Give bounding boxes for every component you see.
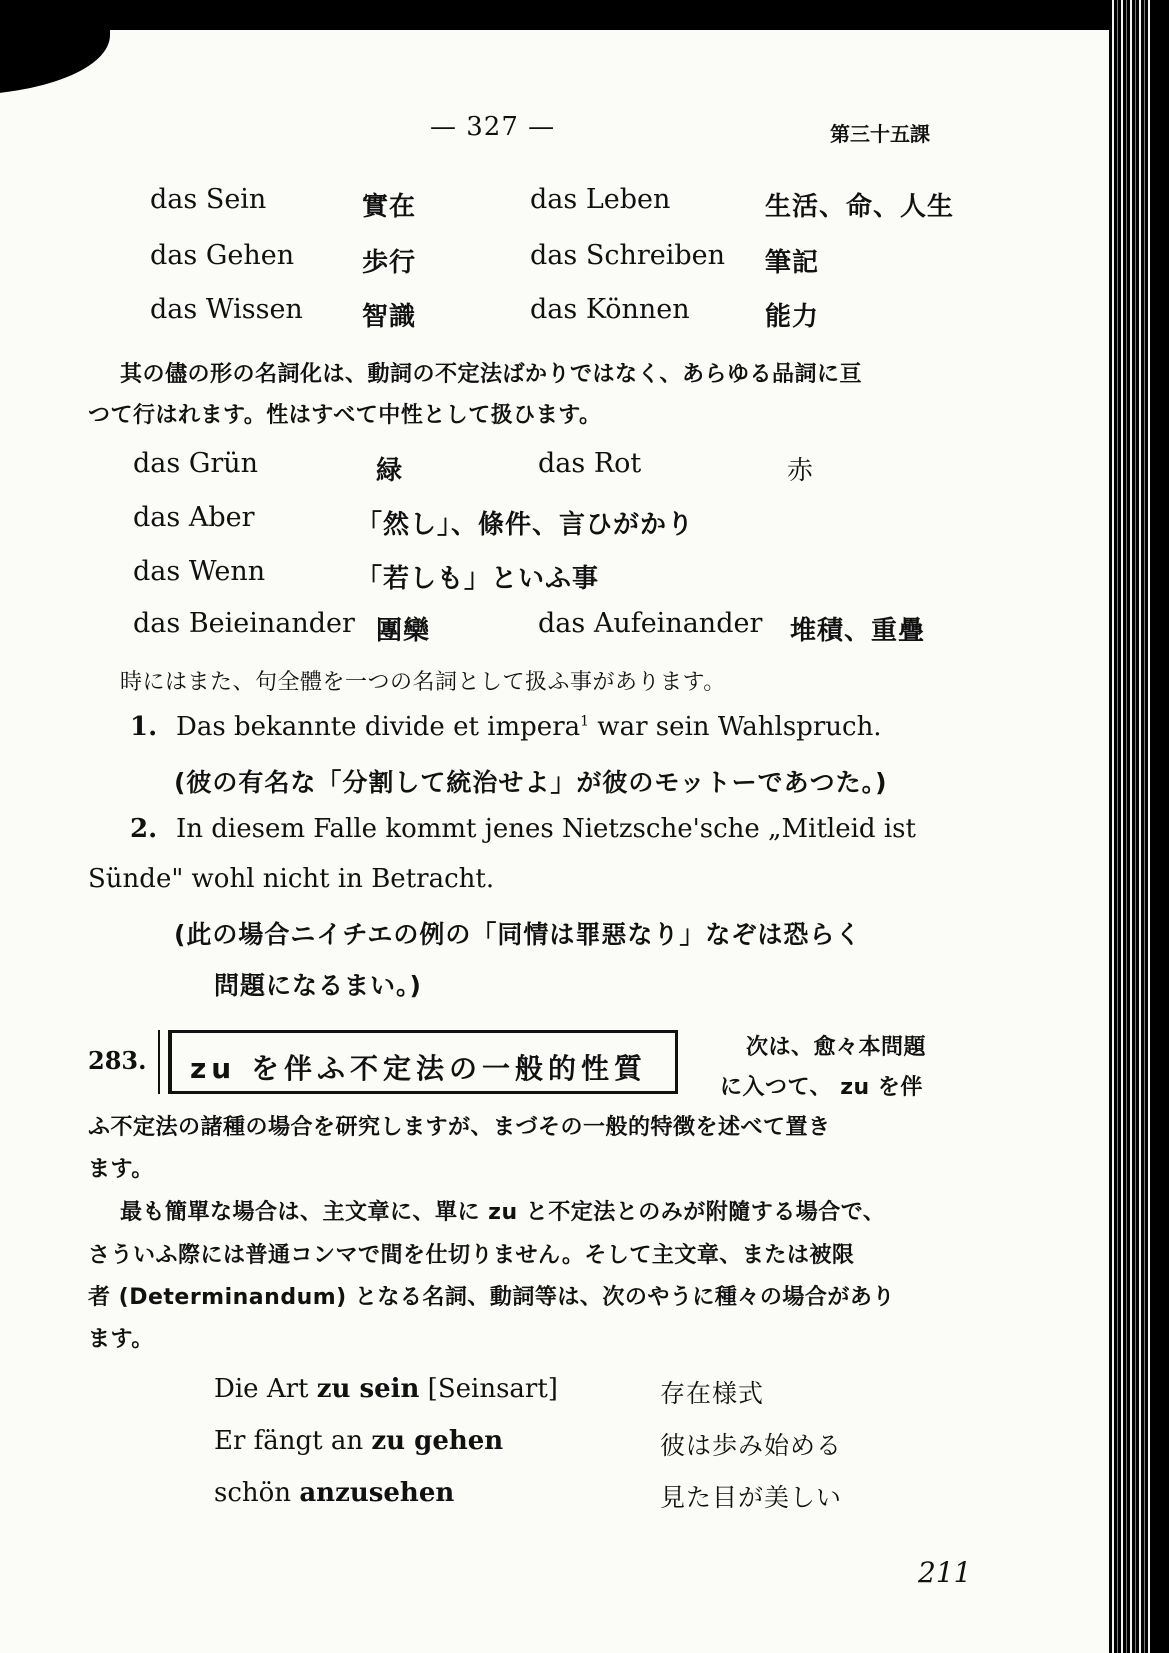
example1-translation: (彼の有名な「分割して統治せよ」が彼のモットーであつた。)	[174, 768, 888, 797]
scan-border-right-edge	[1151, 0, 1169, 1653]
table2-row1-german1: das Grün	[133, 448, 259, 479]
section-line3: ふ不定法の諸種の場合を研究しますが、まづその一般的特徴を述べて置き	[88, 1115, 831, 1140]
table2-row4-japanese2: 堆積、重疊	[790, 616, 926, 646]
table3-row1-german	[214, 1374, 558, 1404]
folio-number: 211	[918, 1556, 972, 1589]
example1-german-pre: Das bekannte divide et impera	[176, 712, 581, 742]
section-side-line1: 次は、愈々本問題	[746, 1035, 927, 1060]
table1-row3-japanese2: 能力	[765, 302, 820, 332]
table2-row1-japanese1: 緑	[376, 456, 404, 486]
table1-row1-japanese2: 生活、命、人生	[765, 192, 955, 222]
table2-row4-japanese1: 團欒	[376, 616, 431, 646]
table1-row1-japanese1: 實在	[362, 192, 417, 222]
table3-row2-german-bold: zu gehen	[371, 1426, 504, 1456]
example2-german-line2: Sünde" wohl nicht in Betracht.	[88, 864, 495, 894]
section-line4: ます。	[88, 1157, 154, 1182]
para3-line3: 者 (Determinandum) となる名詞、動詞等は、次のやうに種々の場合があり	[88, 1285, 895, 1310]
para2: 時にはまた、句全體を一つの名詞として扱ふ事があります。	[120, 670, 726, 695]
section-number: 283.	[88, 1046, 147, 1075]
table3-row1-japanese: 存在様式	[660, 1379, 765, 1408]
table1-row3-german1: das Wissen	[150, 294, 303, 325]
scan-border-corner	[0, 0, 110, 95]
table2-row1-german2: das Rot	[538, 448, 642, 479]
para3-line4: ます。	[88, 1327, 154, 1352]
table1-row2-japanese2: 筆記	[765, 248, 820, 278]
table3-row1-german-pre: Die Art	[214, 1374, 317, 1404]
chapter-title: 第三十五課	[830, 122, 930, 146]
example2-number: 2.	[130, 814, 158, 844]
table2-row4-german1: das Beieinander	[133, 608, 355, 639]
para1-line1: 其の儘の形の名詞化は、動詞の不定法ばかりではなく、あらゆる品詞に亘	[120, 362, 863, 387]
table1-row1-german2: das Leben	[530, 184, 671, 215]
table3-row2-german-pre: Er fängt an	[214, 1426, 372, 1456]
section-side-line2: に入つて、 zu を伴	[720, 1075, 923, 1100]
table2-row4-german2: das Aufeinander	[538, 608, 763, 639]
table1-row2-japanese1: 歩行	[362, 248, 417, 278]
example1-german-post: war sein Wahlspruch.	[589, 712, 882, 742]
table2-row3-japanese: 「若しも」といふ事	[356, 564, 600, 594]
example2-translation-line2: 問題になるまい。)	[214, 971, 422, 1000]
para3-line1: 最も簡單な場合は、主文章に、單に zu と不定法とのみが附隨する場合で、	[120, 1200, 886, 1225]
table3-row3-german-bold: anzusehen	[299, 1478, 455, 1508]
heading-box-outer-rule	[158, 1030, 160, 1094]
section-heading: zu を伴ふ不定法の一般的性質	[190, 1052, 647, 1085]
page-number: — 327 —	[430, 112, 556, 142]
para3-line2: さういふ際には普通コンマで間を仕切りません。そして主文章、または被限	[88, 1243, 855, 1268]
example1-footnote-mark: 1	[580, 713, 590, 730]
table2-row3-german: das Wenn	[133, 556, 266, 587]
table3-row3-german-pre: schön	[214, 1478, 300, 1508]
table3-row1-german-post: [Seinsart]	[419, 1374, 558, 1404]
para1-line2: つて行はれます。性はすべて中性として扱ひます。	[88, 403, 602, 428]
example2-translation-line1: (此の場合ニイチエの例の「同情は罪惡なり」なぞは恐らく	[174, 920, 862, 949]
scan-border-top	[0, 0, 1169, 30]
example1-number: 1.	[130, 712, 158, 742]
table1-row2-german1: das Gehen	[150, 240, 295, 271]
example1-german	[176, 712, 882, 742]
table1-row3-japanese1: 智識	[362, 302, 417, 332]
table2-row2-japanese: 「然し」、條件、言ひがかり	[356, 510, 695, 540]
example2-german-line1: In diesem Falle kommt jenes Nietzsche'sche „Mitleid ist	[176, 814, 916, 844]
section-heading-box	[168, 1030, 678, 1094]
table3-row1-german-bold: zu sein	[316, 1374, 420, 1404]
table1-row2-german2: das Schreiben	[530, 240, 725, 271]
table3-row2-german	[214, 1426, 503, 1456]
table2-row1-japanese2: 赤	[787, 456, 815, 486]
table2-row2-german: das Aber	[133, 502, 255, 533]
table3-row2-japanese: 彼は歩み始める	[660, 1431, 843, 1460]
table1-row3-german2: das Können	[530, 294, 690, 325]
table1-row1-german1: das Sein	[150, 184, 267, 215]
table3-row3-german	[214, 1478, 454, 1508]
table3-row3-japanese: 見た目が美しい	[660, 1483, 843, 1512]
